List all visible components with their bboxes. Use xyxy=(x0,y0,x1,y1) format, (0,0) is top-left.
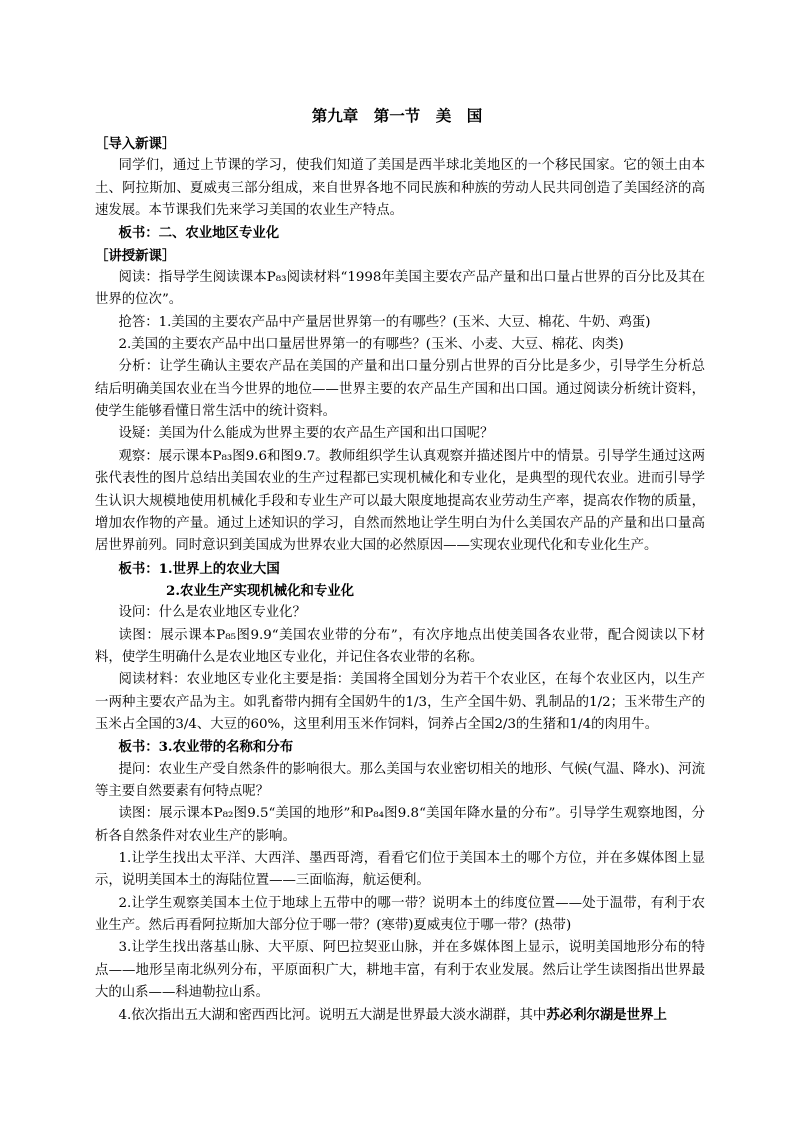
body-paragraph: 提问：农业生产受自然条件的影响很大。那么美国与农业密切相关的地形、气候(气温、降水)、河流等主要自然要素有何特点呢？ xyxy=(95,761,705,799)
body-paragraph: 4.依次指出五大湖和密西西比河。说明五大湖是世界最大淡水湖群，其中苏必利尔湖是世界上 xyxy=(118,1007,667,1024)
body-paragraph: 阅读材料：农业地区专业化主要是指：美国将全国划分为若干个农业区，在每个农业区内，以生产一两种主要农产品为主。如乳畜带内拥有全国奶牛的1/3，生产全国牛奶、乳制品的1/2；玉米带生产的玉米占全国的3/4、大豆的60%，这里利用玉米作饲料，饲养占全国2/3的生猪和1/4的肉用牛。 xyxy=(95,672,705,732)
body-paragraph: 3.让学生找出落基山脉、大平原、阿巴拉契亚山脉，并在多媒体图上显示，说明美国地形分布的特点——地形呈南北纵列分布，平原面积广大，耕地丰富，有利于农业发展。然后让学生读图指出世界最大的山系——科迪勒拉山系。 xyxy=(95,940,705,1001)
body-paragraph: 读图：展示课本P₈₂图9.5“美国的地形”和P₈₄图9.8“美国年降水量的分布”。引导学生观察地图，分析各自然条件对农业生产的影响。 xyxy=(95,806,705,844)
board-note: 2.农业生产实现机械化和专业化 xyxy=(166,582,355,599)
body-paragraph: 设问：什么是农业地区专业化？ xyxy=(118,605,306,621)
board-note: 板书：1.世界上的农业大国 xyxy=(118,560,280,577)
section-heading: ［讲授新课］ xyxy=(95,247,176,264)
body-paragraph: 阅读：指导学生阅读课本P₈₃阅读材料“1998年美国主要农产品产量和出口量占世界的百分比及其在世界的位次”。 xyxy=(95,270,705,308)
board-note: 板书：二、农业地区专业化 xyxy=(118,225,280,242)
body-paragraph: 设疑：美国为什么能成为世界主要的农产品生产国和出口国呢？ xyxy=(118,426,494,442)
body-paragraph: 读图：展示课本P₈₅图9.9“美国农业带的分布”，有次序地点出使美国各农业带，配合阅读以下材料，使学生明确什么是农业地区专业化，并记住各农业带的名称。 xyxy=(95,627,705,665)
body-paragraph: 1.让学生找出太平洋、大西洋、墨西哥湾，看看它们位于美国本土的哪个方位，并在多媒体图上显示，说明美国本土的海陆位置——三面临海，航运便利。 xyxy=(95,851,705,889)
body-paragraph: 抢答：1.美国的主要农产品中产量居世界第一的有哪些？(玉米、大豆、棉花、牛奶、鸡蛋) xyxy=(118,314,651,330)
body-paragraph: 同学们，通过上节课的学习，使我们知道了美国是西半球北美地区的一个移民国家。它的领土由本土、阿拉斯加、夏威夷三部分组成，来自世界各地不同民族和种族的劳动人民共同创造了美国经济的高速发展。本节课我们先来学习美国的农业生产特点。 xyxy=(95,158,705,219)
board-note: 板书：3.农业带的名称和分布 xyxy=(118,739,294,756)
body-paragraph: 2.美国的主要农产品中出口量居世界第一的有哪些？(玉米、小麦、大豆、棉花、肉类) xyxy=(118,337,624,353)
body-paragraph: 观察：展示课本P₈₃图9.6和图9.7。教师组织学生认真观察并描述图片中的情景。引导学生通过这两张代表性的图片总结出美国农业的生产过程都已实现机械化和专业化，是典型的现代农业。进而引导学生认识大规模地使用机械化手段和专业生产可以最大限度地提高农业劳动生产率，提高农作物的质量，增加农作物的产量。通过上述知识的学习，自然而然地让学生明白为什么美国农产品的产量和出口量高居世界前列。同时意识到美国成为世界农业大国的必然原因——实现农业现代化和专业化生产。 xyxy=(95,448,705,554)
document-body xyxy=(95,133,705,1028)
section-heading: ［导入新课］ xyxy=(95,136,176,152)
body-paragraph: 2.让学生观察美国本土位于地球上五带中的哪一带？说明本土的纬度位置——处于温带，有利于农业生产。然后再看阿拉斯加大部分位于哪一带？(寒带)夏威夷位于哪一带？(热带) xyxy=(95,895,705,934)
emphasis-text: 苏必利尔湖是世界上 xyxy=(546,1007,667,1024)
body-paragraph: 分析：让学生确认主要农产品在美国的产量和出口量分别占世界的百分比是多少，引导学生分析总结后明确美国农业在当今世界的地位——世界主要的农产品生产国和出口国。通过阅读分析统计资料，使学生能够看懂日常生活中的统计资料。 xyxy=(95,359,705,420)
page-title: 第九章 第一节 美 国 xyxy=(311,107,483,125)
